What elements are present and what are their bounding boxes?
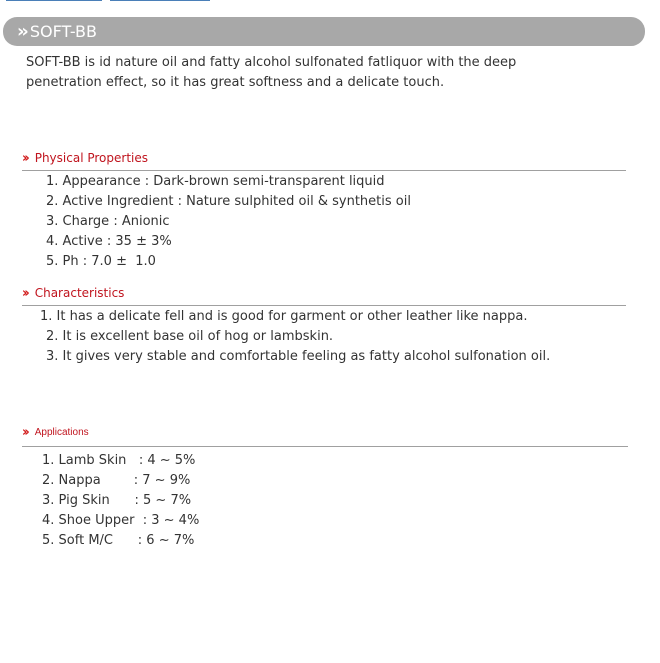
list-item: 2. Nappa : 7 ~ 9% [42, 473, 191, 488]
top-tab-line-2 [110, 0, 210, 1]
list-item: 1. It has a delicate fell and is good for garment or other leather like nappa. [40, 309, 528, 324]
applications-list [42, 451, 199, 551]
list-item: 4. Shoe Upper : 3 ~ 4% [42, 513, 200, 528]
list-item: 4. Active : 35 ± 3% [46, 234, 172, 249]
section-title: Characteristics [34, 286, 125, 300]
list-item: 1. Lamb Skin : 4 ~ 5% [42, 453, 196, 468]
section-header-applications [22, 422, 89, 442]
list-item: 3. Pig Skin : 5 ~ 7% [42, 493, 192, 508]
list-item: 3. It gives very stable and comfortable feeling as fatty alcohol sulfonation oil. [46, 349, 551, 364]
list-item: 1. Appearance : Dark-brown semi-transparent liquid [46, 174, 385, 189]
top-tab-lines [6, 0, 210, 2]
physical-properties-list [46, 172, 411, 272]
double-chevron-icon: ›› [22, 424, 27, 440]
double-chevron-icon: ›› [22, 285, 27, 301]
list-item: 5. Soft M/C : 6 ~ 7% [42, 533, 195, 548]
section-divider [22, 446, 628, 447]
characteristics-list [40, 307, 550, 367]
section-header-physical [22, 148, 148, 168]
list-item: 2. It is excellent base oil of hog or lambskin. [46, 329, 334, 344]
list-item: 5. Ph : 7.0 ± 1.0 [46, 254, 156, 269]
intro-text: SOFT-BB is id nature oil and fatty alcohol sulfonated fatliquor with the deep penetration effect, so it has great softness and a delicate touch. [26, 55, 517, 90]
title-bar [3, 17, 645, 46]
list-item: 2. Active Ingredient : Nature sulphited oil & synthetis oil [46, 194, 411, 209]
section-header-characteristics [22, 283, 124, 303]
section-title: Physical Properties [34, 151, 148, 165]
double-chevron-icon: ›› [17, 21, 26, 42]
top-tab-line-1 [6, 0, 102, 1]
double-chevron-icon: ›› [22, 150, 27, 166]
page-title: SOFT-BB [29, 22, 97, 41]
section-title: Applications [34, 426, 89, 438]
section-divider [22, 305, 626, 306]
list-item: 3. Charge : Anionic [46, 214, 170, 229]
section-divider [22, 170, 626, 171]
